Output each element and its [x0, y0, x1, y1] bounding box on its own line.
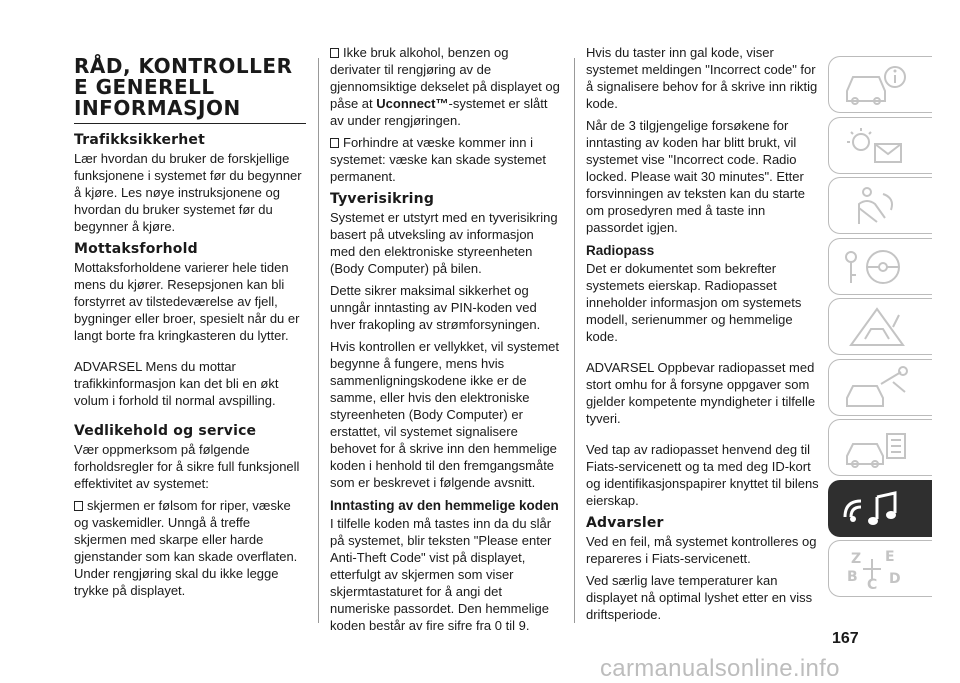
- svg-text:Z: Z: [851, 551, 862, 567]
- tab-warning[interactable]: [828, 298, 932, 355]
- paragraph-tyveri-3: Hvis kontrollen er vellykket, vil systemet begynne å fungere, mens hvis sammenligningskodene ikke er de samme, eller hvis den elektroniske styreenheten (Body Computer) er erstattet, vil systemet signalisere behovet for å skrive inn den hemmelige koden i henhold til den fremgangsmåte som er beskrevet i følgende avsnitt.: [330, 339, 560, 490]
- page-title: RÅD, KONTROLLER E GENERELL INFORMASJON: [74, 54, 293, 120]
- wrench-car-icon: [841, 366, 911, 410]
- paragraph-tyveri-1: Systemet er utstyrt med en tyverisikring basert på utveksling av informasjon med den elektroniske styreenheten (Body Computer) på bilen.: [330, 210, 558, 276]
- chapter-tabs: [828, 56, 932, 601]
- warning-mottak: ADVARSEL Mens du mottar trafikkinformasjon kan det bli en økt volum i forhold til normal avspilling.: [74, 359, 279, 408]
- paragraph-mottaksforhold: Mottaksforholdene varierer hele tiden mens du kjører. Resepsjonen kan bli forstyrret av tilstedeværelse av fjell, bygninger eller broer, spesielt når du er langt borte fra kringkasteren du lytter.: [74, 260, 300, 343]
- tab-seatbelt-airbag[interactable]: [828, 177, 932, 234]
- title-underline: [74, 123, 306, 124]
- column-1: [74, 56, 306, 604]
- heading-mottaksforhold: Mottaksforhold: [74, 241, 198, 257]
- bullet-skjerm-text: skjermen er følsom for riper, væske og vaskemidler. Unngå å treffe skjermen med skarpe eller harde gjenstander som kan skade overflaten. Under rengjøring skal du ikke legge trykke på displayet.: [74, 498, 298, 598]
- tab-wrench-car[interactable]: [828, 359, 932, 416]
- dashboard-lights-icon: [841, 124, 911, 168]
- paragraph-advarsler-1: Ved en feil, må systemet kontrolleres og repareres i Fiats-servicenett.: [586, 534, 817, 566]
- heading-radiopass: Radiopass: [586, 243, 655, 258]
- tab-dashboard-lights[interactable]: [828, 117, 932, 174]
- bullet-skjerm: [74, 497, 306, 599]
- tab-car-data[interactable]: [828, 419, 932, 476]
- svg-text:B: B: [847, 569, 858, 585]
- tab-steering-key[interactable]: [828, 238, 932, 295]
- page-number: 167: [832, 630, 859, 647]
- car-data-icon: [841, 426, 911, 470]
- heading-advarsler: Advarsler: [586, 515, 664, 531]
- svg-text:D: D: [889, 571, 901, 587]
- multimedia-icon: [841, 487, 911, 531]
- paragraph-forsok: Når de 3 tilgjengelige forsøkene for inntasting av koden har blitt brukt, vil systemet vise "Incorrect code. Radio locked. Please wait 30 minutes". Etter forsvinningen av teksten kan du starte om prosedyren med å taste inn passordet igjen.: [586, 118, 805, 235]
- car-info-icon: [841, 63, 911, 107]
- paragraph-trafikksikkerhet: Lær hvordan du bruker de forskjellige funksjonene i systemet før du begynner å kjøre. Les nøye instruksjonene og hvordan du bruker systemet før du begynner å kjøre.: [74, 151, 302, 234]
- bullet-rengjoring-text-c: -systemet er slått av under rengjøringen.: [330, 96, 548, 128]
- tab-multimedia[interactable]: [828, 480, 932, 537]
- column-divider-right: [574, 58, 575, 623]
- tab-index[interactable]: [828, 540, 932, 597]
- steering-wheel-key-icon: [841, 245, 911, 289]
- tab-car-info[interactable]: [828, 56, 932, 113]
- watermark: carmanualsonline.info: [600, 655, 840, 682]
- paragraph-tyveri-2: Dette sikrer maksimal sikkerhet og unngår inntasting av PIN-koden ved hver frakopling av strømforsyningen.: [330, 283, 541, 332]
- bullet-rengjoring: [330, 44, 562, 129]
- bullet-vaeske-text: Forhindre at væske kommer inn i systemet: væske kan skade systemet permanent.: [330, 135, 547, 184]
- paragraph-tap: Ved tap av radiopasset henvend deg til Fiats-servicenett og ta med deg ID-kort og identifikasjonspapirer knyttet til bilens eierskap.: [586, 442, 819, 508]
- bullet-vaeske: [330, 134, 562, 185]
- warning-radiopass: ADVARSEL Oppbevar radiopasset med stort omhu for å forsyne oppgaver som gjelder kompetente myndigheter i tilfelle tyveri.: [586, 360, 816, 426]
- paragraph-vedlikehold: Vær oppmerksom på følgende forholdsregler for å sikre full funksjonell effektivitet av systemet:: [74, 442, 300, 491]
- bullet-rengjoring-text-a: Ikke bruk alkohol, benzen og derivater til rengjøring av de gjennomsiktige dekselet på displayet og påse at: [330, 45, 560, 111]
- column-3: [586, 44, 820, 628]
- uconnect-brand: Uconnect™: [376, 96, 449, 111]
- column-2: [330, 44, 562, 639]
- alphabetic-index-icon: [841, 547, 911, 591]
- warning-triangle-icon: [841, 305, 911, 349]
- heading-vedlikehold: Vedlikehold og service: [74, 423, 257, 439]
- column-divider-left: [318, 58, 319, 623]
- seatbelt-airbag-icon: [841, 184, 911, 228]
- svg-text:C: C: [867, 577, 878, 591]
- heading-trafikksikkerhet: Trafikksikkerhet: [74, 132, 206, 148]
- paragraph-radiopass: Det er dokumentet som bekrefter systemets eierskap. Radiopasset inneholder informasjon om systemets modell, serienummer og hemmelige kode.: [586, 261, 802, 344]
- paragraph-feil-kode: Hvis du taster inn gal kode, viser systemet meldingen "Incorrect code" for å signalisere behov for å skrive inn riktig kode.: [586, 45, 818, 111]
- heading-hemmelig-kode: Inntasting av den hemmelige koden: [330, 498, 559, 513]
- paragraph-advarsler-2: Ved særlig lave temperaturer kan displayet nå optimal lyshet etter en viss driftsperiode.: [586, 573, 813, 622]
- paragraph-hemmelig-kode: I tilfelle koden må tastes inn da du slår på systemet, blir teksten "Please enter Anti-Theft Code" vist på displayet, etterfulgt av skjermen som viser skjermtastaturet for å angi det numeriske passordet. Den hemmelige koden består av fire sifre fra 0 til 9.: [330, 516, 552, 633]
- heading-tyverisikring: Tyverisikring: [330, 191, 435, 207]
- svg-text:E: E: [885, 549, 895, 565]
